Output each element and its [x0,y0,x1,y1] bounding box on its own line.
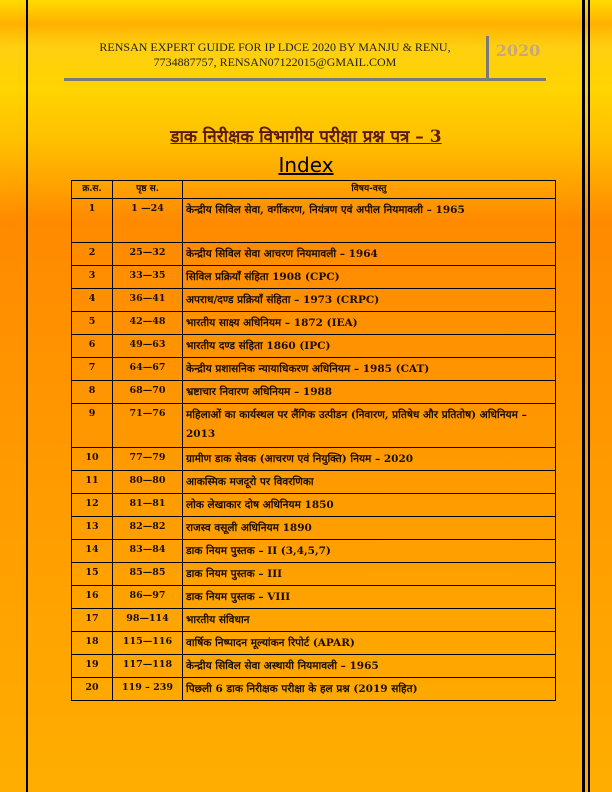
table-row [72,517,556,540]
page-range: 68—70 [113,381,183,404]
table-row [72,632,556,655]
subject: लोक लेखाकार दोष अधिनियम 1850 [183,494,556,517]
index-heading: Index [278,153,334,177]
serial-no: 1 [72,199,113,243]
serial-no: 5 [72,312,113,335]
serial-no: 18 [72,632,113,655]
serial-no: 12 [72,494,113,517]
right-border-line-inner [588,0,590,792]
page-range: 115—116 [113,632,183,655]
index-table [71,180,556,701]
page-range: 77—79 [113,448,183,471]
header-line-1: RENSAN EXPERT GUIDE FOR IP LDCE 2020 BY MANJU & RENU, [99,40,451,54]
table-row [72,471,556,494]
table-row [72,494,556,517]
table-header-row [72,181,556,199]
table-row [72,678,556,701]
table-row [72,358,556,381]
page-range: 98—114 [113,609,183,632]
table-row [72,448,556,471]
header-page-no: पृष्ठ स. [113,181,183,199]
page-range: 36—41 [113,289,183,312]
table-row [72,312,556,335]
serial-no: 10 [72,448,113,471]
subject: महिलाओं का कार्यस्थल पर लैंगिक उत्पीडन (निवारण, प्रतिषेध और प्रतितोष) अधिनियम – 2013 [183,404,556,448]
page-range: 42—48 [113,312,183,335]
header-text [64,40,486,70]
table-row [72,586,556,609]
header-serial-no: क्र.स. [72,181,113,199]
subject: केन्द्रीय प्रशासनिक न्यायाधिकरण अधिनियम – 1985 (CAT) [183,358,556,381]
header-separator [486,36,489,78]
serial-no: 6 [72,335,113,358]
page-range: 25—32 [113,243,183,266]
page-range: 81—81 [113,494,183,517]
serial-no: 19 [72,655,113,678]
serial-no: 15 [72,563,113,586]
table-row [72,609,556,632]
page-range: 83—84 [113,540,183,563]
page-range: 80—80 [113,471,183,494]
page-range: 119 – 239 [113,678,183,701]
serial-no: 16 [72,586,113,609]
table-row [72,266,556,289]
page-range: 1 —24 [113,199,183,243]
subject: अपराध/दण्ड प्रक्रियाँ संहिता – 1973 (CRPC) [183,289,556,312]
subject: डाक नियम पुस्तक – II (3,4,5,7) [183,540,556,563]
page-range: 86—97 [113,586,183,609]
serial-no: 4 [72,289,113,312]
table-row [72,655,556,678]
subject: ग्रामीण डाक सेवक (आचरण एवं नियुक्ति) नियम – 2020 [183,448,556,471]
serial-no: 3 [72,266,113,289]
table-row [72,335,556,358]
table-row [72,243,556,266]
page-title: डाक निरीक्षक विभागीय परीक्षा प्रश्न पत्र – 3 [170,127,442,147]
page-header [64,38,546,81]
page-range: 71—76 [113,404,183,448]
serial-no: 14 [72,540,113,563]
table-row [72,540,556,563]
serial-no: 7 [72,358,113,381]
header-year: 2020 [495,41,541,60]
serial-no: 13 [72,517,113,540]
serial-no: 11 [72,471,113,494]
table-row [72,563,556,586]
page-range: 82—82 [113,517,183,540]
serial-no: 8 [72,381,113,404]
subject: भारतीय साक्ष्य अधिनियम – 1872 (IEA) [183,312,556,335]
serial-no: 9 [72,404,113,448]
subject: केन्द्रीय सिविल सेवा आचरण नियमावली – 1964 [183,243,556,266]
table-row [72,289,556,312]
page-range: 117—118 [113,655,183,678]
subject: डाक नियम पुस्तक – III [183,563,556,586]
subject: केन्द्रीय सिविल सेवा, वर्गीकरण, नियंत्रण एवं अपील नियमावली – 1965 [183,199,556,243]
subject: सिविल प्रक्रियाँ संहिता 1908 (CPC) [183,266,556,289]
header-line-2: 7734887757, RENSAN07122015@GMAIL.COM [153,55,397,69]
subject: भारतीय संविधान [183,609,556,632]
page-range: 85—85 [113,563,183,586]
header-subject: विषय-वस्तु [183,181,556,199]
page-range: 64—67 [113,358,183,381]
subject: भ्रष्टाचार निवारण अधिनियम – 1988 [183,381,556,404]
subject: राजस्व वसूली अधिनियम 1890 [183,517,556,540]
left-border-line [26,0,28,792]
subject: भारतीय दण्ड संहिता 1860 (IPC) [183,335,556,358]
right-border-line-outer [582,0,585,792]
page-range: 33—35 [113,266,183,289]
serial-no: 20 [72,678,113,701]
subject: डाक नियम पुस्तक – VIII [183,586,556,609]
serial-no: 2 [72,243,113,266]
table-row [72,199,556,243]
table-row [72,381,556,404]
subject: वार्षिक निष्पादन मूल्यांकन रिपोर्ट (APAR) [183,632,556,655]
subject: पिछली 6 डाक निरीक्षक परीक्षा के हल प्रश्न (2019 सहित) [183,678,556,701]
page-range: 49—63 [113,335,183,358]
table-row [72,404,556,448]
subject: केन्द्रीय सिविल सेवा अस्थायी नियमावली – 1965 [183,655,556,678]
serial-no: 17 [72,609,113,632]
subject: आकस्मिक मजदूरो पर विवरणिका [183,471,556,494]
